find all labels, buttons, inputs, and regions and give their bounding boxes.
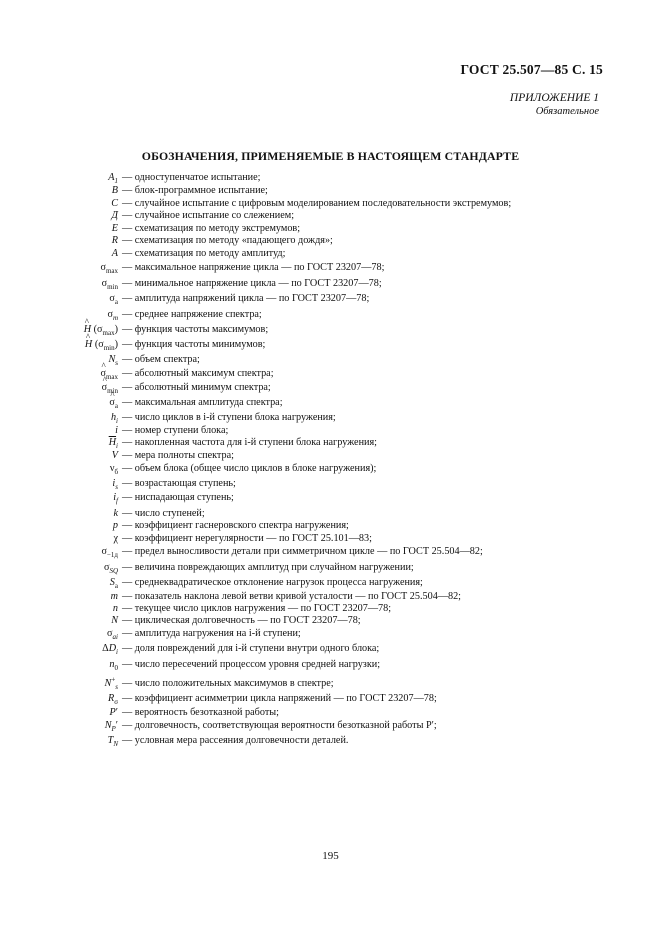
symbol: $h_i$ <box>110 412 118 426</box>
definition-text: — коэффициент асимметрии цикла напряжений — по ГОСТ 23207—78; <box>122 693 437 704</box>
definition-text: — число ступеней; <box>122 508 205 519</box>
page-number: 195 <box>322 850 339 862</box>
definition-text: — максимальное напряжение цикла — по ГОСТ 23207—78; <box>122 262 385 273</box>
definition-text: — схематизация по методу «падающего дождя»; <box>122 235 333 246</box>
symbol: $N^+_s$ <box>104 675 118 692</box>
definition-text: — циклическая долговечность — по ГОСТ 23207—78; <box>122 615 361 626</box>
symbol: ^ $\sigma_a$ <box>109 397 118 408</box>
definition-text: — величина повреждающих амплитуд при случайном нагружении; <box>122 562 414 573</box>
symbol: $\sigma_a$ <box>109 293 118 307</box>
definition-text: — объем блока (общее число циклов в блоке нагружения); <box>122 463 377 474</box>
definition-text: — амплитуда нагружения на i-й ступени; <box>122 628 301 639</box>
appendix-label <box>510 92 599 118</box>
symbol: Д <box>111 210 118 221</box>
symbol: χ <box>113 533 118 544</box>
symbol: $T_N$ <box>107 735 118 749</box>
symbol: m <box>110 591 118 602</box>
symbol: $A_1$ <box>108 172 118 186</box>
symbol: P′ <box>109 707 118 718</box>
symbol: ^ H $(\sigma_{max})$ <box>84 324 118 335</box>
definition-text: — одноступенчатое испытание; <box>122 172 261 183</box>
page-header: ГОСТ 25.507—85 С. 15 <box>460 62 603 77</box>
definition-text: — возрастающая ступень; <box>122 478 236 489</box>
symbol: $N_s$ <box>108 354 118 368</box>
definition-text: — коэффициент нерегулярности — по ГОСТ 25.101—83; <box>122 533 372 544</box>
symbol: p <box>112 520 118 531</box>
symbol: $i_s$ <box>112 478 118 492</box>
definition-text: — долговечность, соответствующая вероятности безотказной работы P′; <box>122 720 437 731</box>
definition-text: — блок-программное испытание; <box>122 185 268 196</box>
definition-text: — схематизация по методу амплитуд; <box>122 248 286 259</box>
definition-text: — объем спектра; <box>122 354 200 365</box>
definition-text: — случайное испытание с цифровым моделированием последовательности экстремумов; <box>122 198 512 209</box>
symbol: E <box>111 223 118 234</box>
definition-text: — доля повреждений для i-й ступени внутри одного блока; <box>122 643 380 654</box>
symbol: $\sigma_{ai}$ <box>107 628 118 642</box>
definition-text: — показатель наклона левой ветви кривой усталости — по ГОСТ 25.504—82; <box>122 591 461 602</box>
symbol: R <box>111 235 118 246</box>
symbol: $\sigma_m$ <box>107 309 118 323</box>
definition-text: — коэффициент гаснеровского спектра нагружения; <box>122 520 349 531</box>
definition-text: — предел выносливости детали при симметричном цикле — по ГОСТ 25.504—82; <box>122 546 483 557</box>
definition-text: — минимальное напряжение цикла — по ГОСТ 23207—78; <box>122 278 382 289</box>
symbol: A <box>111 248 118 259</box>
definition-text: — абсолютный минимум спектра; <box>122 382 271 393</box>
definition-text: — число пересечений процессом уровня средней нагрузки; <box>122 659 381 670</box>
symbol: $i_f$ <box>113 492 118 506</box>
section-title: ОБОЗНАЧЕНИЯ, ПРИМЕНЯЕМЫЕ В НАСТОЯЩЕМ СТАНДАРТЕ <box>141 149 520 163</box>
definition-text: — мера полноты спектра; <box>122 450 234 461</box>
symbol: $\sigma_{-1д}$ <box>101 546 118 560</box>
definition-text: — число положительных максимумов в спектре; <box>122 678 334 689</box>
definition-text: — текущее число циклов нагружения — по ГОСТ 23207—78; <box>122 603 392 614</box>
definition-text: — накопленная частота для i-й ступени блока нагружения; <box>122 437 378 448</box>
definition-text: — абсолютный максимум спектра; <box>122 368 274 379</box>
symbol: V <box>111 450 118 461</box>
definition-text: — вероятность безотказной работы; <box>122 707 279 718</box>
definition-text: — среднеквадратическое отклонение нагрузок процесса нагружения; <box>122 577 423 588</box>
symbol: n <box>112 603 118 614</box>
symbol: $N_P'$ <box>104 720 118 734</box>
symbol: $\Delta D_i$ <box>102 643 118 657</box>
definition-text: — случайное испытание со слежением; <box>122 210 295 221</box>
symbol: $\sigma_{min}$ <box>101 278 118 292</box>
symbol: ^ H $(\sigma_{min})$ <box>85 339 118 350</box>
definition-text: — амплитуда напряжений цикла — по ГОСТ 23207—78; <box>122 293 370 304</box>
symbol: ^ $\sigma_{max}$ <box>100 368 118 379</box>
appendix-subtitle: Обязательное <box>535 106 599 117</box>
symbol: k <box>113 508 118 519</box>
symbol: $R_\sigma$ <box>107 693 118 707</box>
symbol: $\sigma_{SQ}$ <box>103 562 118 576</box>
definition-text: — ниспадающая ступень; <box>122 492 234 503</box>
definition-text: — максимальная амплитуда спектра; <box>122 397 283 408</box>
symbol: $n_0$ <box>109 659 118 673</box>
definition-text: — функция частоты минимумов; <box>122 339 266 350</box>
symbol: B <box>111 185 118 196</box>
symbol: ^ $\sigma_{min}$ <box>102 382 118 393</box>
symbol: i <box>115 425 118 436</box>
symbol: $\overline{H}_i$ <box>108 437 118 451</box>
appendix-title: ПРИЛОЖЕНИЕ 1 <box>509 92 599 104</box>
definition-text: — схематизация по методу экстремумов; <box>122 223 301 234</box>
symbol: $S_a$ <box>109 577 118 591</box>
definition-text: — условная мера рассеяния долговечности деталей. <box>122 735 349 746</box>
definition-text: — номер ступени блока; <box>122 425 229 436</box>
definition-text: — число циклов в i-й ступени блока нагружения; <box>122 412 336 423</box>
symbol: $\nu_б$ <box>109 463 118 477</box>
symbol: N <box>111 615 118 626</box>
symbol: $\sigma_{max}$ <box>100 262 118 276</box>
symbol: C <box>111 198 118 209</box>
definition-text: — функция частоты максимумов; <box>122 324 269 335</box>
definition-text: — среднее напряжение спектра; <box>122 309 262 320</box>
